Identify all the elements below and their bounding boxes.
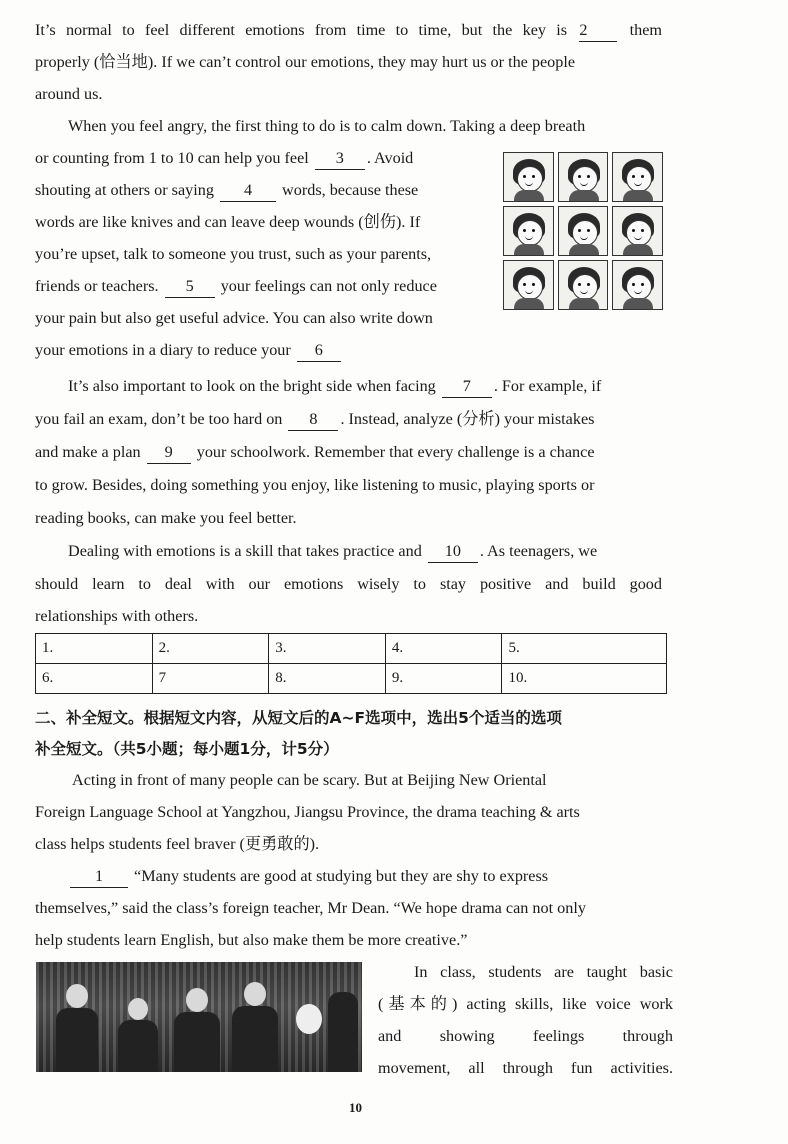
face-icon	[558, 260, 609, 310]
answer-cell[interactable]: 6.	[36, 664, 153, 694]
face-icon	[612, 152, 663, 202]
p3-line5: reading books, can make you feel better.	[35, 509, 297, 527]
text: . As teenagers, we	[479, 542, 598, 560]
blank-4: 4	[220, 179, 276, 202]
answer-cell[interactable]: 4.	[385, 634, 502, 664]
s2-line10: movement, all through fun activities.	[378, 1059, 673, 1077]
face-icon	[503, 152, 554, 202]
answer-cell[interactable]: 1.	[36, 634, 153, 664]
face-icon	[558, 152, 609, 202]
table-row	[36, 634, 667, 664]
p2-line7: your pain but also get useful advice. You can also write down	[35, 309, 433, 327]
text: your feelings can not only reduce	[220, 277, 437, 295]
s2-line6: help students learn English, but also make them be more creative.”	[35, 931, 468, 949]
text: . For example, if	[493, 377, 602, 395]
p2-line4: words are like knives and can leave deep wounds (创伤). If	[35, 213, 421, 231]
section2-heading-line2: 补全短文。（共5小题；每小题1分，计5分）	[35, 740, 339, 758]
s2-line7: In class, students are taught basic	[414, 963, 673, 981]
p2-line5: you’re upset, talk to someone you trust, such as your parents,	[35, 245, 432, 263]
blank-3: 3	[315, 147, 365, 170]
emotion-faces-illustration	[503, 152, 663, 310]
s2-line1: Acting in front of many people can be scary. But at Beijing New Oriental	[72, 771, 547, 789]
text: your schoolwork. Remember that every challenge is a chance	[196, 443, 595, 461]
text: It’s normal to feel different emotions from time to time, but the key is	[35, 21, 568, 39]
text: and make a plan	[35, 443, 141, 461]
p3-line2	[35, 403, 594, 435]
text: your emotions in a diary to reduce your	[35, 341, 291, 359]
p4-line2: should learn to deal with our emotions wisely to stay positive and build good	[35, 575, 662, 593]
s2-line9: and showing feelings through	[378, 1027, 673, 1045]
answer-table	[35, 633, 667, 694]
text: . Instead, analyze (分析) your mistakes	[340, 410, 595, 428]
face-icon	[612, 206, 663, 256]
p3-line4: to grow. Besides, doing something you enjoy, like listening to music, playing sports or	[35, 476, 595, 494]
text: you fail an exam, don’t be too hard on	[35, 410, 283, 428]
s2-line5: themselves,” said the class’s foreign teacher, Mr Dean. “We hope drama can not only	[35, 899, 586, 917]
p4-line3: relationships with others.	[35, 607, 199, 625]
table-row	[36, 664, 667, 694]
text: It’s also important to look on the bright side when facing	[68, 377, 436, 395]
face-icon	[558, 206, 609, 256]
blank-7: 7	[442, 375, 492, 398]
text: “Many students are good at studying but they are shy to express	[134, 867, 549, 885]
p3-line1	[68, 370, 601, 402]
text: Dealing with emotions is a skill that takes practice and	[68, 542, 422, 560]
drama-class-photo	[36, 962, 362, 1072]
text: . Avoid	[366, 149, 414, 167]
blank-5: 5	[165, 275, 215, 298]
answer-cell[interactable]: 10.	[502, 664, 667, 694]
s2-line3: class helps students feel braver (更勇敢的).	[35, 835, 320, 853]
p1-line1	[35, 14, 662, 46]
section2-heading-line1: 二、补全短文。根据短文内容，从短文后的A~F选项中，选出5个适当的选项	[35, 709, 562, 727]
s2-line4	[70, 860, 548, 892]
face-icon	[503, 260, 554, 310]
p1-line3: around us.	[35, 85, 103, 103]
page-number: 10	[349, 1100, 362, 1115]
p2-line1: When you feel angry, the first thing to do is to calm down. Taking a deep breath	[68, 117, 586, 135]
answer-cell[interactable]: 5.	[502, 634, 667, 664]
blank-8: 8	[288, 408, 338, 431]
blank-2: 2	[579, 19, 617, 42]
s2-line8: (基本的) acting skills, like voice work	[378, 995, 673, 1013]
blank-10: 10	[428, 540, 478, 563]
blank-9: 9	[147, 441, 191, 464]
blank-1: 1	[70, 865, 128, 888]
p2-line2	[35, 142, 413, 174]
s2-line2: Foreign Language School at Yangzhou, Jiangsu Province, the drama teaching & arts	[35, 803, 580, 821]
answer-cell[interactable]: 8.	[269, 664, 386, 694]
p2-line8	[35, 334, 343, 366]
text: shouting at others or saying	[35, 181, 214, 199]
answer-cell[interactable]: 7	[152, 664, 269, 694]
face-icon	[612, 260, 663, 310]
text: or counting from 1 to 10 can help you feel	[35, 149, 309, 167]
p3-line3	[35, 436, 595, 468]
p4-line1	[68, 535, 597, 567]
p2-line3	[35, 174, 418, 206]
text: words, because these	[282, 181, 419, 199]
answer-cell[interactable]: 2.	[152, 634, 269, 664]
p1-line2: properly (恰当地). If we can’t control our emotions, they may hurt us or the people	[35, 53, 576, 71]
text: them	[629, 21, 662, 39]
face-icon	[503, 206, 554, 256]
answer-cell[interactable]: 3.	[269, 634, 386, 664]
answer-cell[interactable]: 9.	[385, 664, 502, 694]
text: friends or teachers.	[35, 277, 159, 295]
p2-line6	[35, 270, 437, 302]
blank-6: 6	[297, 339, 341, 362]
